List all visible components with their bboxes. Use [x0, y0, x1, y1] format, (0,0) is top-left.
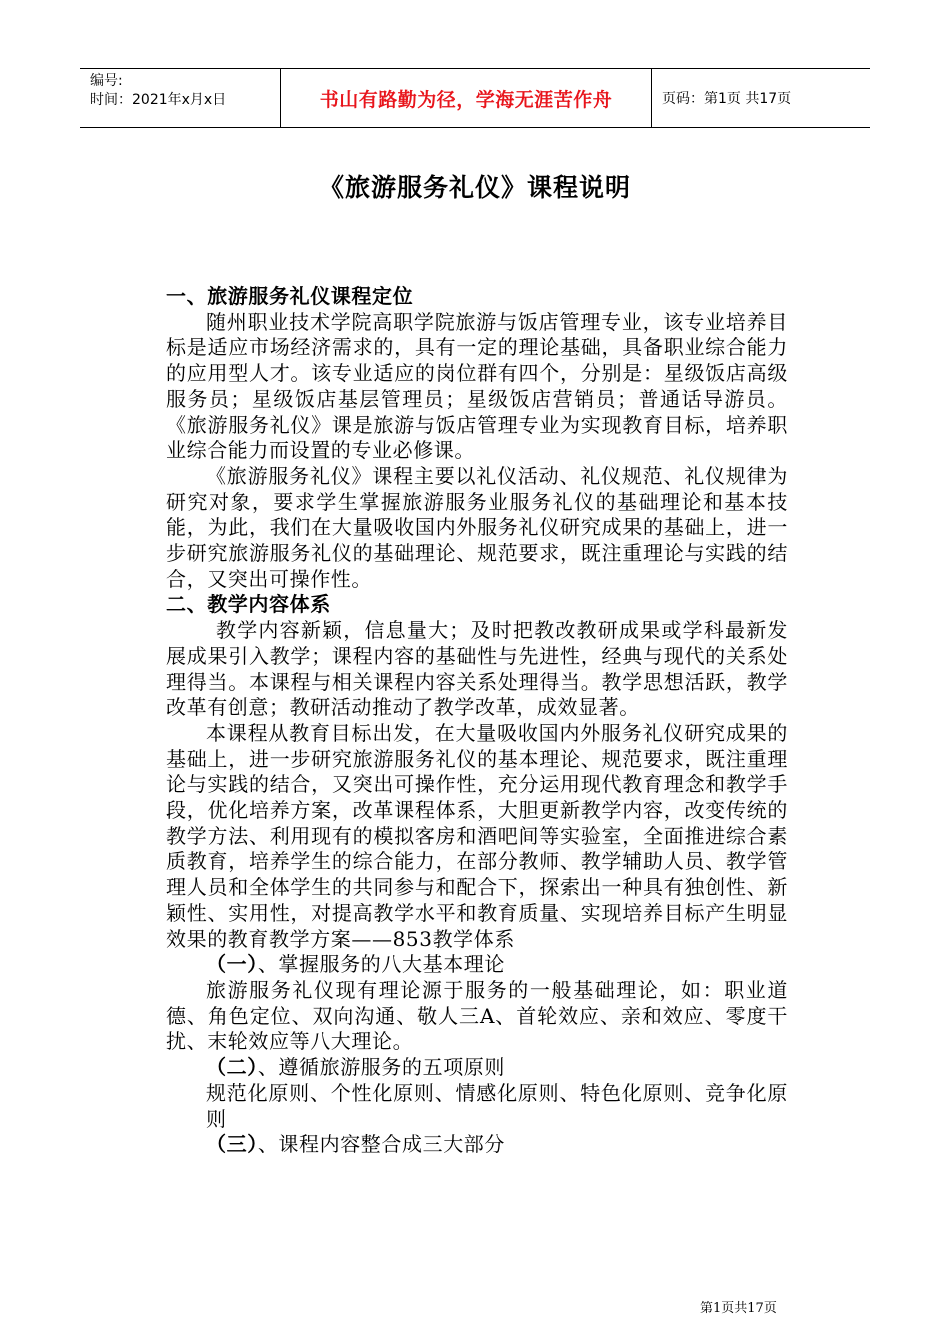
subsection-3-heading	[166, 1132, 788, 1158]
subsection-3-label: （三）	[206, 1132, 258, 1157]
subsection-2-title: 、遵循旅游服务的五项原则	[257, 1055, 506, 1080]
motto-text: 书山有路勤为径，学海无涯苦作舟	[319, 88, 613, 111]
time-label: 时间：2021年x月x日	[90, 92, 227, 108]
section-2-paragraph-1: 教学内容新颖，信息量大；及时把教改教研成果或学科最新发展成果引入教学；课程内容的基础性与先进性，经典与现代的关系处理得当。本课程与相关课程内容关系处理得当。教学思想活跃，教学改革有创意；教研活动推动了教学改革，成效显著。	[166, 618, 788, 720]
section-2-heading: 二、教学内容体系	[166, 592, 331, 617]
header-motto	[280, 69, 652, 127]
page-footer: 第1页共17页	[700, 1301, 777, 1316]
subsection-1-body: 旅游服务礼仪现有理论源于服务的一般基础理论，如：职业道德、角色定位、双向沟通、敬人三A、首轮效应、亲和效应、零度干扰、末轮效应等八大理论。	[166, 977, 788, 1054]
document-title: 《旅游服务礼仪》课程说明	[318, 173, 631, 202]
section-2-paragraph-2: 本课程从教育目标出发，在大量吸收国内外服务礼仪研究成果的基础上，进一步研究旅游服务礼仪的基本理论、规范要求，既注重理论与实践的结合，又突出可操作性，充分运用现代教育理念和教学手段，优化培养方案，改革课程体系，大胆更新教学内容，改变传统的教学方法、利用现有的模拟客房和酒吧间等实验室，全面推进综合素质教育，培养学生的综合能力，在部分教师、教学辅助人员、教学管理人员和全体学生的共同参与和配合下，探索出一种具有独创性、新颖性、实用性，对提高教学水平和教育质量、实现培养目标产生明显效果的教育教学方案——853教学体系	[166, 720, 788, 951]
subsection-1-heading	[166, 952, 788, 978]
subsection-1-label: （一）	[206, 952, 258, 977]
section-1-heading: 一、旅游服务礼仪课程定位	[166, 284, 414, 308]
document-body	[166, 284, 788, 1158]
document-header	[80, 68, 870, 128]
subsection-3-title: 、课程内容整合成三大部分	[257, 1132, 506, 1157]
subsection-1-title: 、掌握服务的八大基本理论	[257, 952, 506, 977]
header-meta	[80, 69, 280, 127]
section-1-paragraph-1: 随州职业技术学院高职学院旅游与饭店管理专业，该专业培养目标是适应市场经济需求的，具有一定的理论基础，具备职业综合能力的应用型人才。该专业适应的岗位群有四个，分别是：星级饭店高级服务员；星级饭店基层管理员；星级饭店营销员；普通话导游员。《旅游服务礼仪》课是旅游与饭店管理专业为实现教育目标，培养职业综合能力而设置的专业必修课。	[166, 309, 788, 463]
subsection-2-heading	[166, 1055, 788, 1081]
subsection-2-body: 规范化原则、个性化原则、情感化原则、特色化原则、竞争化原则	[206, 1080, 788, 1131]
section-1-paragraph-2: 《旅游服务礼仪》课程主要以礼仪活动、礼仪规范、礼仪规律为研究对象，要求学生掌握旅游服务业服务礼仪的基础理论和基本技能，为此，我们在大量吸收国内外服务礼仪研究成果的基础上，进一步研究旅游服务礼仪的基础理论、规范要求，既注重理论与实践的结合，又突出可操作性。	[166, 463, 788, 591]
header-page-info	[652, 69, 870, 127]
number-label: 编号:	[90, 73, 123, 89]
subsection-2-label: （二）	[206, 1055, 258, 1080]
page-info-text: 页码：第1页 共17页	[662, 91, 792, 107]
